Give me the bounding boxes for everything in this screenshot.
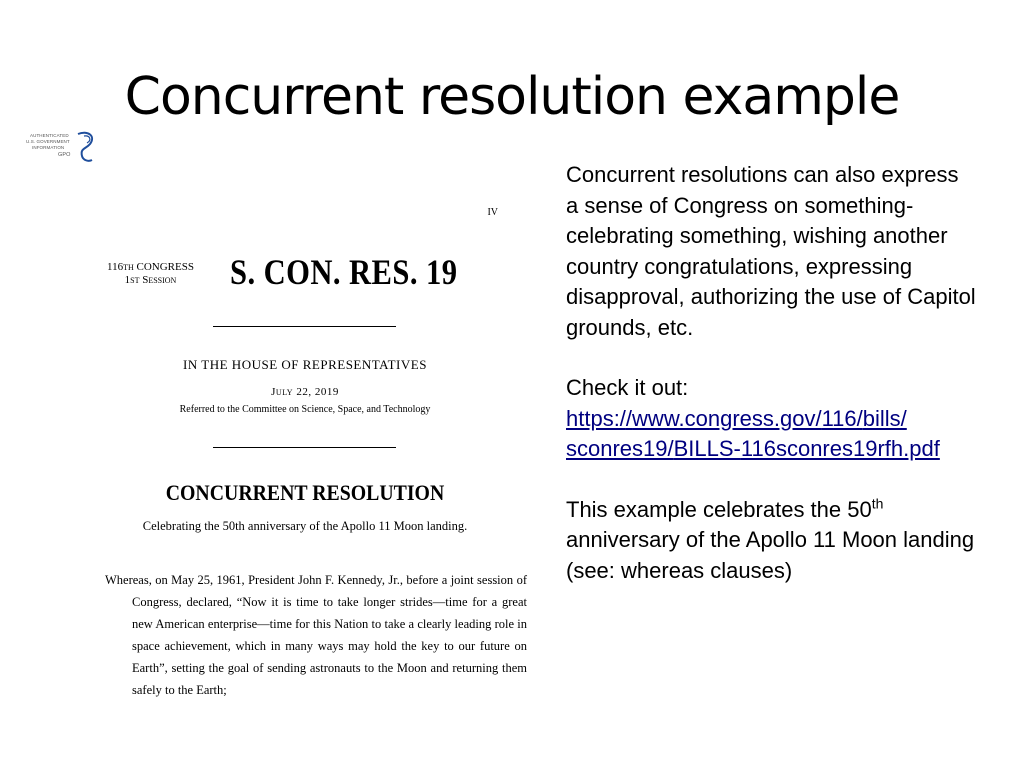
referral-line: Referred to the Committee on Science, Space, and Technology [179, 404, 431, 415]
paragraph-check-it-out [566, 373, 976, 465]
session-line: 1st Session [124, 274, 177, 286]
document-date: July 22, 2019 [271, 386, 339, 398]
eagle-icon [74, 130, 98, 166]
congress-session [107, 261, 194, 287]
whereas-clause: Whereas, on May 25, 1961, President John F. Kennedy, Jr., before a joint session of Congress, declared, “Now it is time to take longer strides—time for a great new American enterprise—time for this Nation to take a clearly leading role in space achievement, which in many ways may hold the key to our future on Earth”, setting the goal of sending astronauts to the Moon and returning them safely to the Earth; [105, 573, 527, 697]
ordinal-suffix: th [871, 495, 884, 512]
document-calendar-number: IV [487, 207, 498, 218]
example-text-post: anniversary of the Apollo 11 Moon landing (see: whereas clauses) [566, 527, 975, 583]
example-text-pre: This example celebrates the 50 [566, 496, 872, 522]
resolution-heading: CONCURRENT RESOLUTION [165, 480, 445, 505]
paragraph-description: Concurrent resolutions can also express a sense of Congress on something- celebrating something, wishing another country congratulations, expressing disapproval, authorizing the use of Capitol grounds, etc. [566, 162, 976, 340]
paragraph-example [566, 495, 976, 587]
logo-line-3: INFORMATION [32, 145, 65, 150]
resolution-purpose: Celebrating the 50th anniversary of the Apollo 11 Moon landing. [142, 519, 468, 533]
slide-body [566, 160, 976, 616]
slide-title: Concurrent resolution example [124, 67, 900, 127]
congress-line: 116th CONGRESS [107, 261, 194, 273]
divider [213, 447, 396, 448]
logo-line-2: U.S. GOVERNMENT [26, 139, 70, 144]
house-heading: IN THE HOUSE OF REPRESENTATIVES [183, 357, 427, 372]
resolution-number: S. CON. RES. 19 [230, 252, 458, 292]
gpo-authenticated-logo [22, 130, 102, 170]
divider [213, 326, 396, 327]
resolution-document-image [100, 195, 527, 755]
congress-bill-link[interactable]: https://www.congress.gov/116/bills/sconres19/BILLS-116sconres19rfh.pdf [566, 405, 940, 461]
logo-line-4: GPO [58, 152, 71, 158]
logo-line-1: AUTHENTICATED [30, 133, 69, 138]
check-label: Check it out: [566, 375, 689, 400]
